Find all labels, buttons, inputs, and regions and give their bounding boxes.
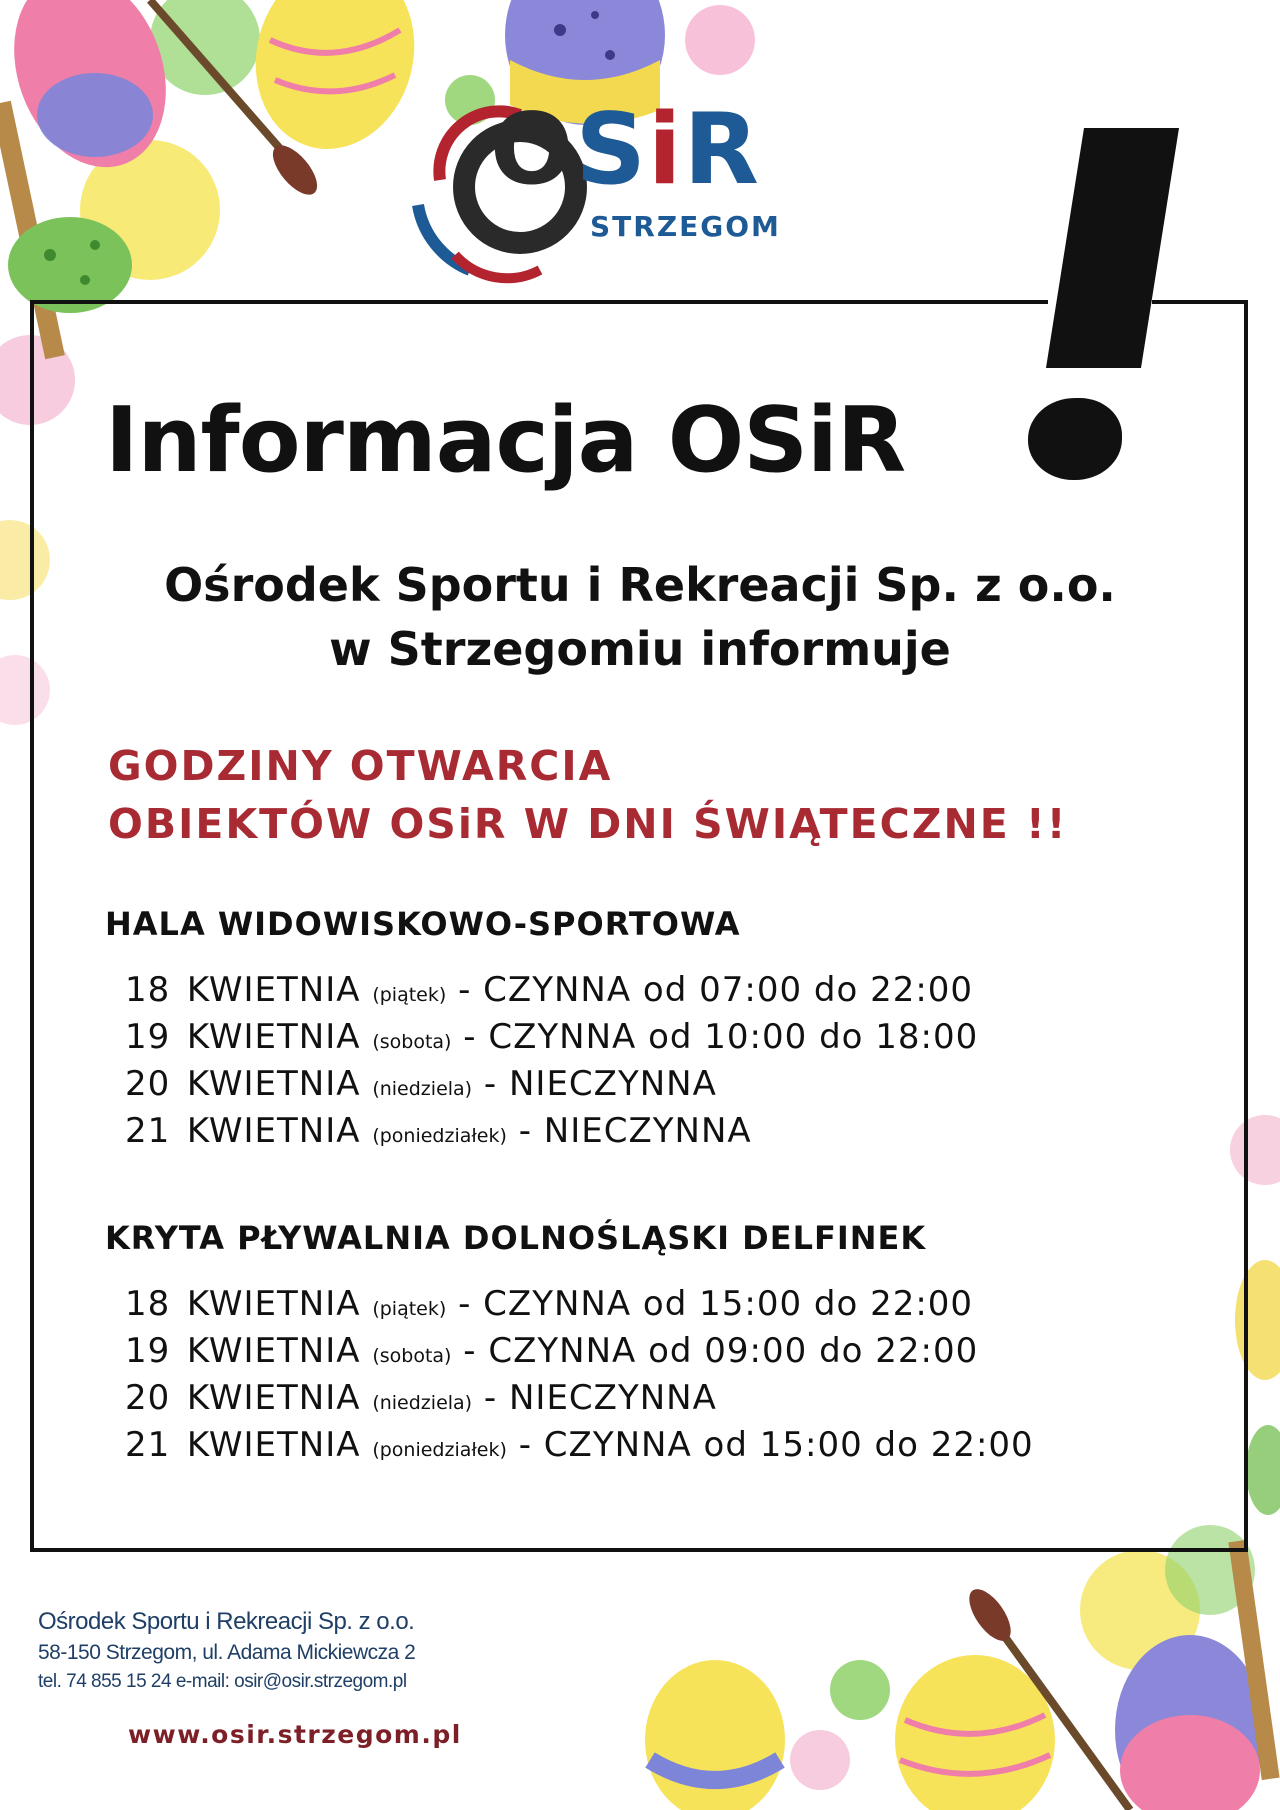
subtitle-line-1: Ośrodek Sportu i Rekreacji Sp. z o.o. bbox=[164, 558, 1116, 612]
schedule-row: 19 KWIETNIA (sobota) - CZYNNA od 09:00 do 22:00 bbox=[125, 1331, 979, 1371]
schedule-row: 20 KWIETNIA (niedziela) - NIECZYNNA bbox=[125, 1064, 717, 1104]
logo-name: OSiR bbox=[490, 93, 761, 207]
exclamation-dot-icon bbox=[1028, 398, 1122, 480]
section-heading-pool: KRYTA PŁYWALNIA DOLNOŚLĄSKI DELFINEK bbox=[105, 1219, 927, 1257]
subtitle-line-2: w Strzegomiu informuje bbox=[329, 622, 951, 676]
footer-contact bbox=[38, 1606, 415, 1696]
osir-logo bbox=[400, 95, 820, 285]
footer-company: Ośrodek Sportu i Rekreacji Sp. z o.o. bbox=[38, 1608, 415, 1635]
frame-top-border-right bbox=[1152, 300, 1248, 304]
schedule-row: 18 KWIETNIA (piątek) - CZYNNA od 07:00 do 22:00 bbox=[125, 970, 974, 1010]
website-link[interactable]: www.osir.strzegom.pl bbox=[128, 1720, 462, 1749]
footer-contact-info: tel. 74 855 15 24 e-mail: osir@osir.strzegom.pl bbox=[38, 1671, 407, 1692]
schedule-row: 19 KWIETNIA (sobota) - CZYNNA od 10:00 do 18:00 bbox=[125, 1017, 979, 1057]
headline-line-2: OBIEKTÓW OSiR W DNI ŚWIĄTECZNE !! bbox=[108, 800, 1068, 848]
frame-top-border bbox=[30, 300, 1048, 304]
section-heading-hall: HALA WIDOWISKOWO-SPORTOWA bbox=[105, 905, 741, 943]
schedule-row: 21 KWIETNIA (poniedziałek) - NIECZYNNA bbox=[125, 1111, 752, 1151]
logo-city: STRZEGOM bbox=[590, 210, 781, 243]
schedule-row: 20 KWIETNIA (niedziela) - NIECZYNNA bbox=[125, 1378, 717, 1418]
headline-line-1: GODZINY OTWARCIA bbox=[108, 742, 613, 790]
footer-address: 58-150 Strzegom, ul. Adama Mickiewcza 2 bbox=[38, 1641, 416, 1664]
page-title: Informacja OSiR bbox=[105, 388, 906, 493]
schedule-row: 18 KWIETNIA (piątek) - CZYNNA od 15:00 do 22:00 bbox=[125, 1284, 974, 1324]
schedule-row: 21 KWIETNIA (poniedziałek) - CZYNNA od 15:00 do 22:00 bbox=[125, 1425, 1034, 1465]
